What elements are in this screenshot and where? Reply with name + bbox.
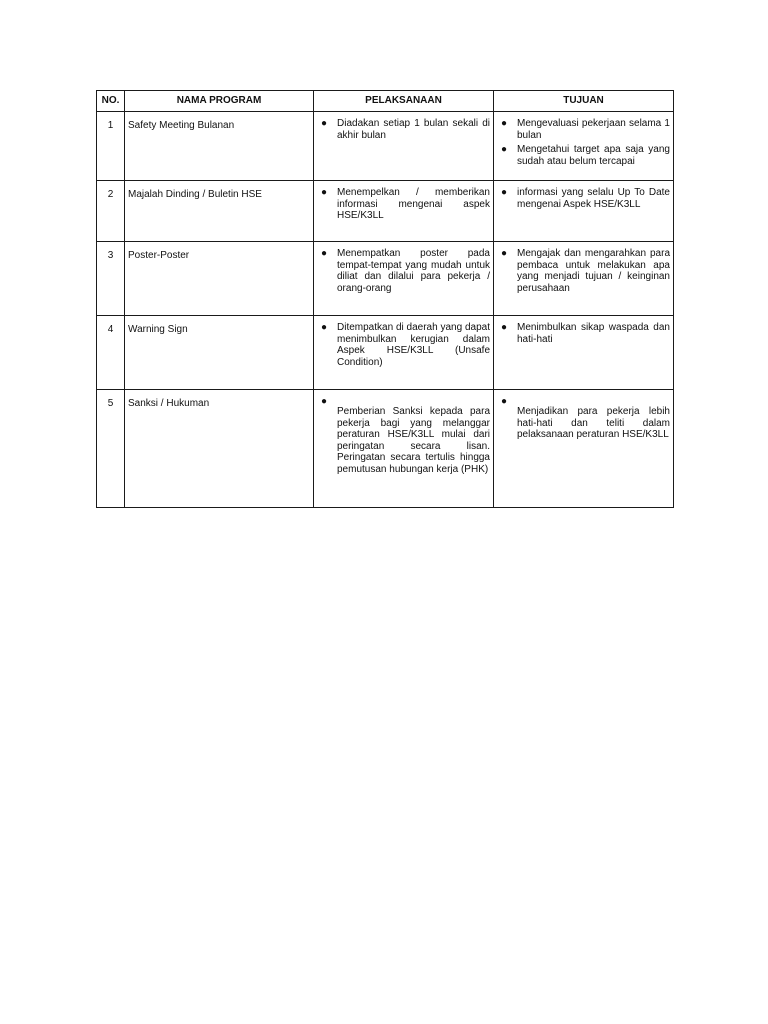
bullet-icon: ● <box>501 322 508 333</box>
program-name: Sanksi / Hukuman <box>125 390 314 508</box>
program-table <box>96 90 674 508</box>
bullet-icon: ● <box>321 118 328 129</box>
bullet-icon: ● <box>501 118 508 129</box>
list-item: ● Mengevaluasi pekerjaan selama 1 bulan <box>501 118 670 141</box>
pelaksanaan-cell <box>314 112 494 181</box>
list-item: ● Ditempatkan di daerah yang dapat menimbulkan kerugian dalam Aspek HSE/K3LL (Unsafe Condition) <box>321 322 490 368</box>
tujuan-cell <box>494 242 674 316</box>
pelaksanaan-cell <box>314 242 494 316</box>
table-header-row <box>97 91 674 112</box>
bullet-icon: ● <box>321 248 328 259</box>
row-number: 1 <box>97 112 125 181</box>
row-number: 5 <box>97 390 125 508</box>
list-item: ● Menempelkan / memberikan informasi mengenai aspek HSE/K3LL <box>321 187 490 221</box>
tujuan-cell <box>494 316 674 390</box>
tujuan-cell <box>494 181 674 242</box>
pelaksanaan-cell <box>314 390 494 508</box>
bullet-icon: ● <box>321 187 328 198</box>
list-item: ● Menempatkan poster pada tempat-tempat yang mudah untuk diliat dan dilalui para pekerja / orang-orang <box>321 248 490 294</box>
table-row <box>97 242 674 316</box>
header-pelaksanaan: PELAKSANAAN <box>314 91 494 112</box>
header-nama-program: NAMA PROGRAM <box>125 91 314 112</box>
pelaksanaan-cell <box>314 181 494 242</box>
list-item: ● Menjadikan para pekerja lebih hati-hati dan teliti dalam pelaksanaan peraturan HSE/K3LL <box>501 396 670 440</box>
program-name: Warning Sign <box>125 316 314 390</box>
list-item: ● Diadakan setiap 1 bulan sekali di akhir bulan <box>321 118 490 141</box>
bullet-icon: ● <box>501 144 508 155</box>
bullet-icon: ● <box>501 248 508 259</box>
tujuan-cell <box>494 390 674 508</box>
table-row <box>97 316 674 390</box>
list-item: ● Mengajak dan mengarahkan para pembaca untuk melakukan apa yang menjadi tujuan / keinginan perusahaan <box>501 248 670 294</box>
list-item: ● Menimbulkan sikap waspada dan hati-hati <box>501 322 670 345</box>
pelaksanaan-cell <box>314 316 494 390</box>
row-number: 3 <box>97 242 125 316</box>
tujuan-cell <box>494 112 674 181</box>
program-name: Safety Meeting Bulanan <box>125 112 314 181</box>
list-item: ● informasi yang selalu Up To Date mengenai Aspek HSE/K3LL <box>501 187 670 210</box>
table-row <box>97 390 674 508</box>
program-name: Poster-Poster <box>125 242 314 316</box>
bullet-icon: ● <box>501 396 508 407</box>
list-item: ● Pemberian Sanksi kepada para pekerja bagi yang melanggar peraturan HSE/K3LL mulai dari peringatan secara lisan. Peringatan secara tertulis hingga pemutusan hubungan kerja (PHK) <box>321 396 490 475</box>
header-tujuan: TUJUAN <box>494 91 674 112</box>
header-no: NO. <box>97 91 125 112</box>
table-row <box>97 112 674 181</box>
bullet-icon: ● <box>501 187 508 198</box>
bullet-icon: ● <box>321 396 328 407</box>
list-item: ● Mengetahui target apa saja yang sudah atau belum tercapai <box>501 144 670 167</box>
table-row <box>97 181 674 242</box>
row-number: 4 <box>97 316 125 390</box>
bullet-icon: ● <box>321 322 328 333</box>
program-name: Majalah Dinding / Buletin HSE <box>125 181 314 242</box>
row-number: 2 <box>97 181 125 242</box>
